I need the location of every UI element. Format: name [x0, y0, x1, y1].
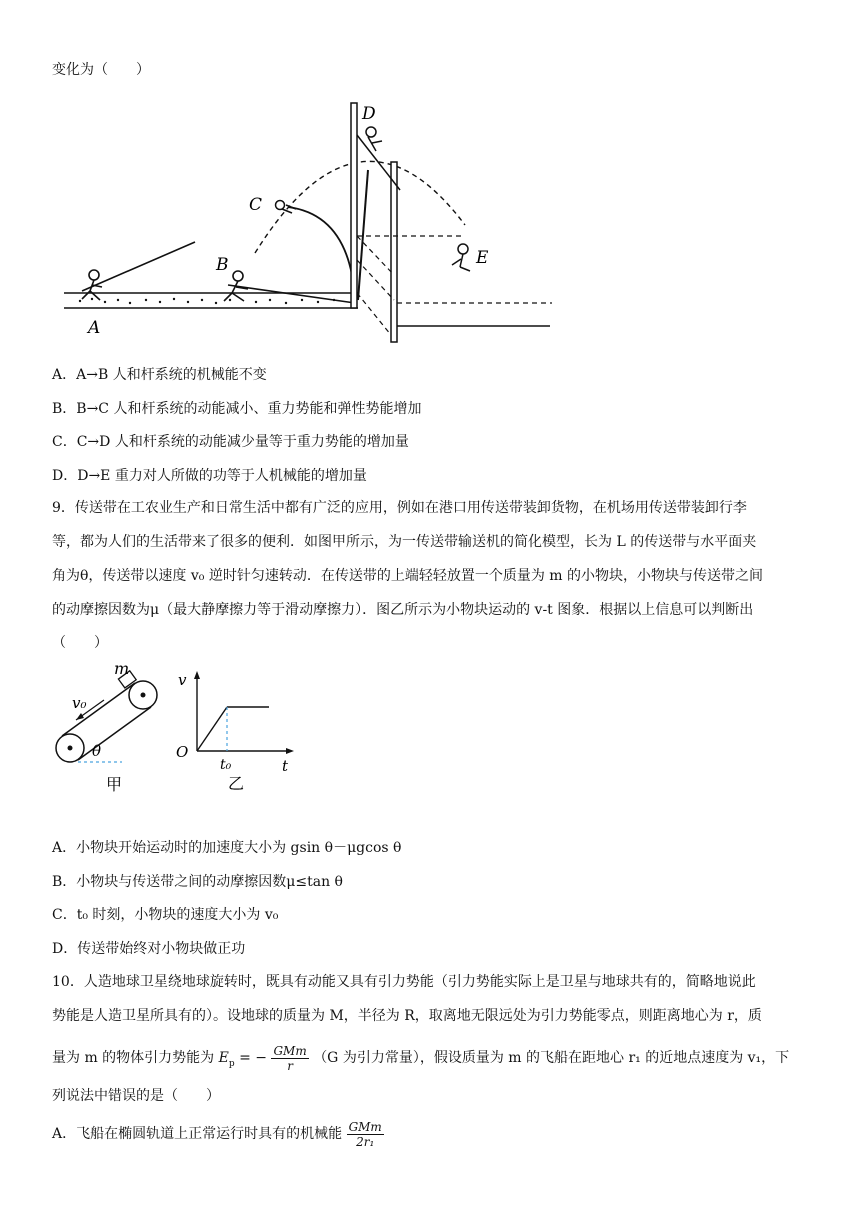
q10-option-a-text: A．飞船在椭圆轨道上正常运行时具有的机械能 [52, 1126, 343, 1142]
label-A: A [88, 318, 101, 338]
q10-stem-line2: 势能是人造卫星所具有的）。设地球的质量为 M，半径为 R，取离地无限远处为引力势能零点，则距离地心为 r，质 [52, 1008, 762, 1024]
gpe-numerator: GMm [273, 1043, 307, 1058]
athlete-B [224, 271, 355, 303]
label-theta: θ [92, 742, 102, 760]
energy-fraction [347, 1120, 384, 1149]
ep-symbol: E [218, 1050, 229, 1066]
label-v: v [178, 671, 187, 689]
q10-stem-line3 [52, 1036, 789, 1086]
q9-option-b: B．小物块与传送带之间的动摩擦因数μ≤tan θ [52, 874, 343, 890]
q8-option-c: C．C→D 人和杆系统的动能减少量等于重力势能的增加量 [52, 434, 409, 450]
athlete-E [452, 244, 470, 271]
label-E: E [476, 248, 489, 268]
q10-stem-line1: 10．人造地球卫星绕地球旋转时，既具有动能又具有引力势能（引力势能实际上是卫星与地球共有的，简略地说此 [52, 974, 756, 990]
label-t0: t₀ [220, 757, 232, 773]
ep-subscript: p [228, 1058, 235, 1069]
athlete-D [366, 127, 382, 151]
pole-vault-figure [60, 95, 560, 350]
label-D: D [362, 104, 376, 124]
q8-option-a: A．A→B 人和杆系统的机械能不变 [52, 367, 267, 383]
gpe-fraction [271, 1044, 308, 1073]
q9-option-d: D．传送带始终对小物块做正功 [52, 941, 246, 957]
q8-tail: 变化为（ ） [52, 62, 150, 78]
q10-option-a [52, 1112, 384, 1156]
label-O: O [176, 743, 189, 761]
q9-option-a: A．小物块开始运动时的加速度大小为 gsin θ－μgcos θ [52, 840, 402, 856]
energy-denominator: 2r₁ [356, 1134, 375, 1149]
conveyor-belt-figure [50, 660, 170, 795]
q9-stem-line2: 等，都为人们的生活带来了很多的便利．如图甲所示，为一传送带输送机的简化模型，长为 L 的传送带与水平面夹 [52, 534, 757, 550]
runway-dots [79, 298, 335, 304]
q9-stem-line5: （ ） [52, 635, 108, 651]
q9-stem-line3: 角为θ，传送带以速度 v₀ 逆时针匀速转动．在传送带的上端轻轻放置一个质量为 m 的小物块，小物块与传送带之间 [52, 568, 764, 584]
q9-stem-line1: 9．传送带在工农业生产和日常生活中都有广泛的应用，例如在港口用传送带装卸货物，在机场用传送带装卸行李 [52, 500, 747, 516]
label-B: B [216, 255, 229, 275]
q9-stem-line4: 的动摩擦因数为μ（最大静摩擦力等于滑动摩擦力）．图乙所示为小物块运动的 v-t 图象．根据以上信息可以判断出 [52, 602, 754, 618]
q8-option-d: D．D→E 重力对人所做的功等于人机械能的增加量 [52, 468, 367, 484]
gpe-denominator: r [287, 1058, 293, 1073]
q9-option-c: C．t₀ 时刻，小物块的速度大小为 v₀ [52, 907, 279, 923]
ep-equals: = − [234, 1050, 268, 1066]
q10-line3-a: 量为 m 的物体引力势能为 [52, 1050, 215, 1066]
caption-yi: 乙 [228, 774, 245, 793]
athlete-A [82, 242, 195, 300]
q10-stem-line4: 列说法中错误的是（ ） [52, 1088, 220, 1104]
q8-option-b: B．B→C 人和杆系统的动能减小、重力势能和弹性势能增加 [52, 401, 422, 417]
label-t: t [282, 757, 289, 775]
q10-line3-b: （G 为引力常量），假设质量为 m 的飞船在距地心 r₁ 的近地点速度为 v₁，下 [313, 1050, 790, 1066]
vt-graph-figure [170, 665, 300, 795]
label-C: C [249, 195, 263, 215]
label-v0: v₀ [72, 694, 87, 712]
energy-numerator: GMm [348, 1119, 382, 1134]
caption-jia: 甲 [106, 775, 123, 794]
label-m: m [114, 660, 130, 678]
